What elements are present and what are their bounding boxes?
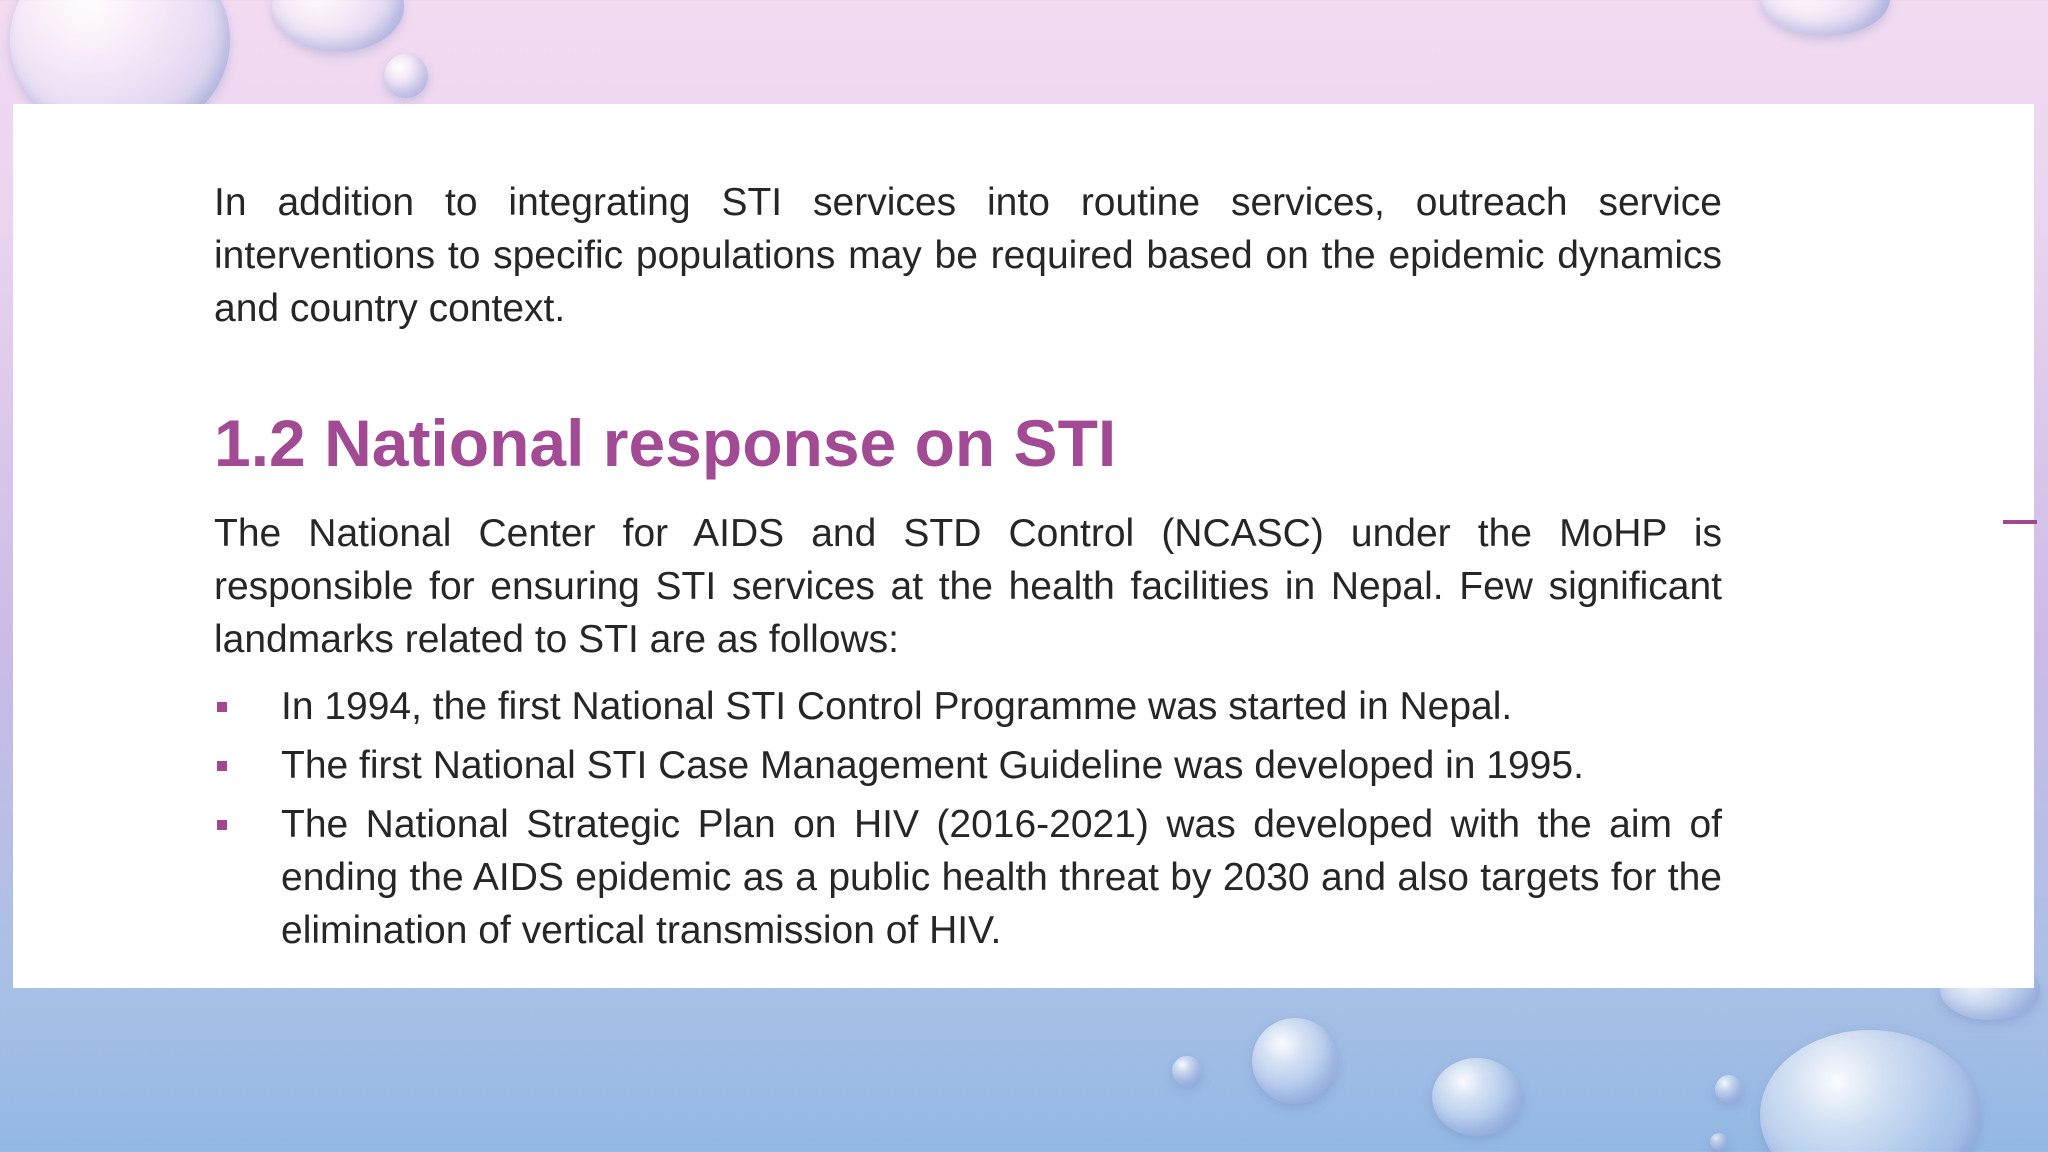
water-bubble-decoration bbox=[272, 0, 404, 52]
square-bullet-icon bbox=[217, 820, 227, 830]
slide-body bbox=[214, 176, 1722, 963]
response-paragraph: The National Center for AIDS and STD Control (NCASC) under the MoHP is responsible for ensuring STI services at the health facilities in Nepal. Few significant landmarks related to STI are as follows: bbox=[214, 512, 1722, 661]
list-item bbox=[214, 798, 1722, 957]
square-bullet-icon bbox=[217, 702, 227, 712]
intro-paragraph: In addition to integrating STI services into routine services, outreach service interventions to specific populations may be required based on the epidemic dynamics and country context. bbox=[214, 181, 1722, 330]
water-bubble-decoration bbox=[1710, 1133, 1728, 1151]
list-item-text: The National Strategic Plan on HIV (2016-2021) was developed with the aim of ending the AIDS epidemic as a public health threat by 2030 and also targets for the elimination of vertical transmission of HIV. bbox=[281, 803, 1722, 952]
list-item bbox=[214, 739, 1722, 792]
section-heading: 1.2 National response on STI bbox=[214, 406, 1117, 480]
list-item-text: In 1994, the first National STI Control Programme was started in Nepal. bbox=[281, 685, 1513, 728]
water-bubble-decoration bbox=[1760, 0, 1890, 36]
square-bullet-icon bbox=[217, 761, 227, 771]
slide-edge-marker bbox=[2003, 520, 2037, 524]
water-bubble-decoration bbox=[1172, 1056, 1202, 1086]
water-bubble-decoration bbox=[384, 54, 428, 98]
water-bubble-decoration bbox=[1760, 1030, 1980, 1152]
list-item bbox=[214, 680, 1722, 733]
water-bubble-decoration bbox=[1715, 1075, 1743, 1103]
list-item-text: The first National STI Case Management Guideline was developed in 1995. bbox=[281, 744, 1584, 787]
water-bubble-decoration bbox=[1432, 1058, 1522, 1136]
water-bubble-decoration bbox=[1252, 1018, 1338, 1104]
landmarks-list bbox=[214, 680, 1722, 957]
